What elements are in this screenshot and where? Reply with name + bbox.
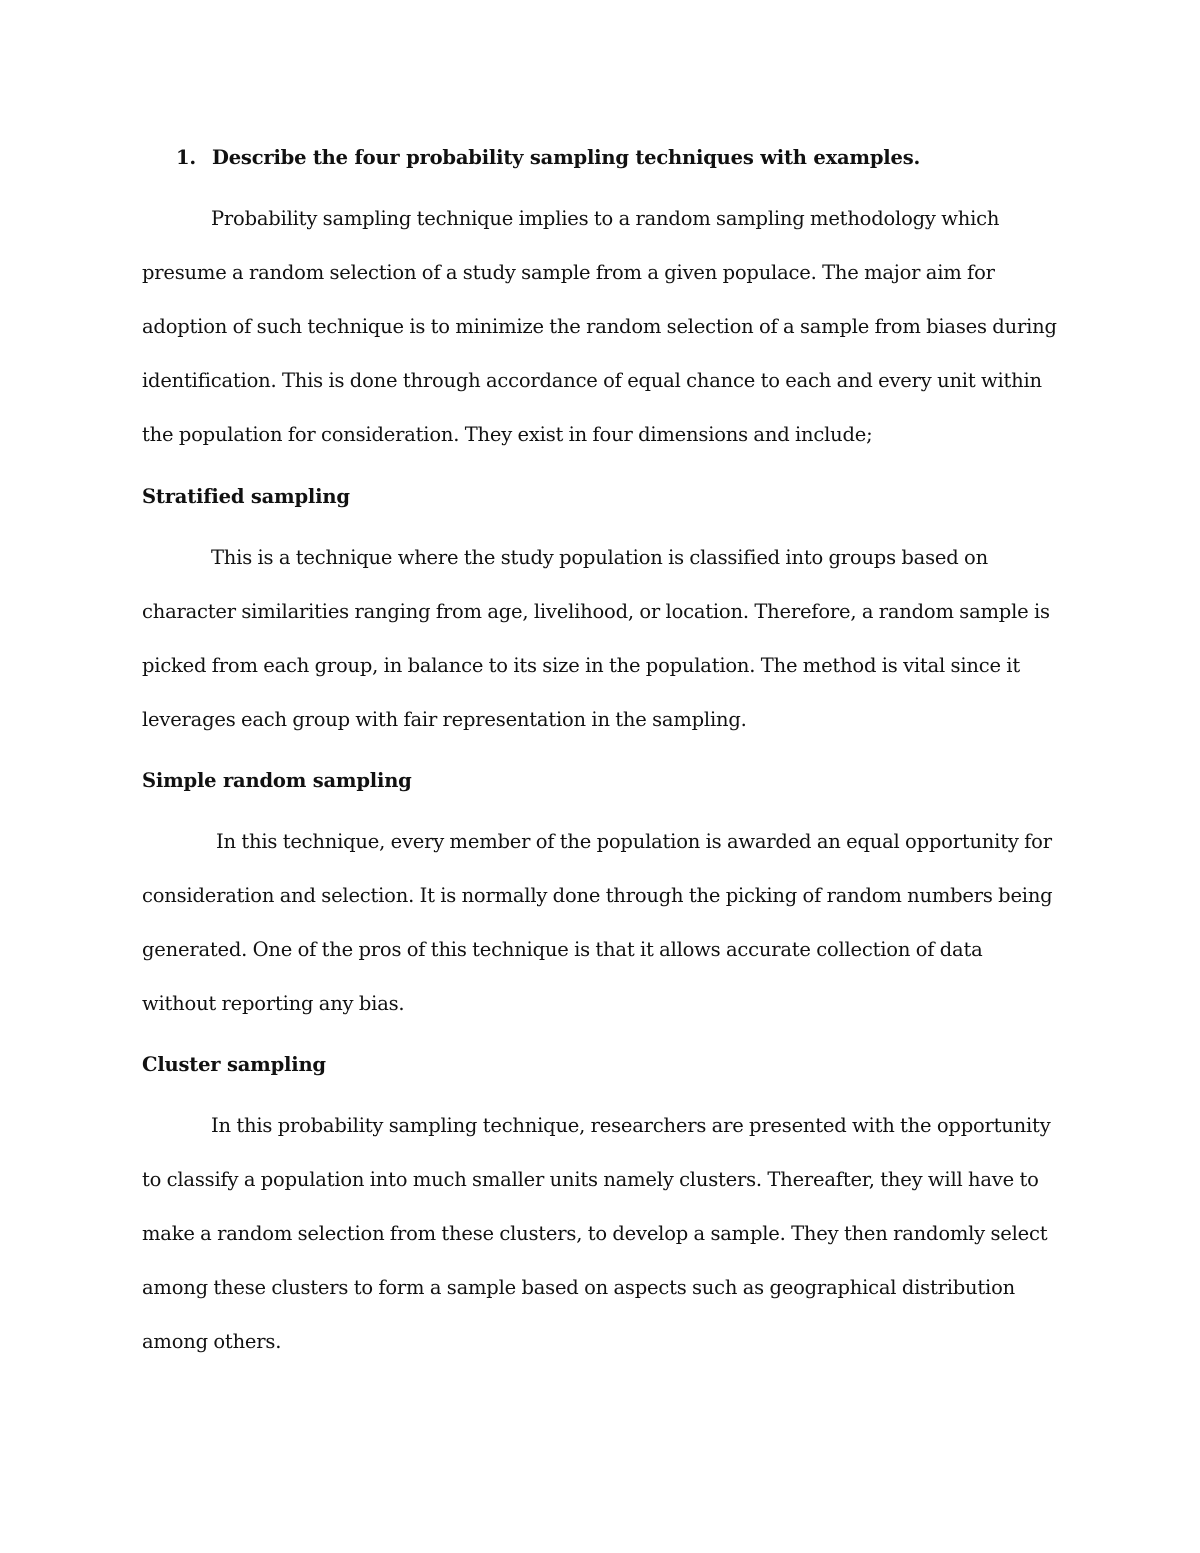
section-body-stratified: This is a technique where the study population is classified into groups based on character similarities ranging from age, livelihood, or location. Therefore, a random sample is picked from each group, in balance to its size in the population. The method is vital since it leverages each group with fair representation in the sampling.	[142, 546, 1050, 731]
section-heading-cluster: Cluster sampling	[142, 1053, 326, 1076]
section-body-simple-random: In this technique, every member of the population is awarded an equal opportunity for consideration and selection. It is normally done through the picking of random numbers being generated. One of the pros of this technique is that it allows accurate collection of data without reporting any bias.	[142, 830, 1053, 1015]
section-heading-stratified: Stratified sampling	[142, 485, 350, 508]
intro-paragraph: Probability sampling technique implies to a random sampling methodology which presume a random selection of a study sample from a given populace. The major aim for adoption of such technique is to minimize the random selection of a sample from biases during identification. This is done through accordance of equal chance to each and every unit within the population for consideration. They exist in four dimensions and include;	[142, 207, 1057, 446]
question-text: Describe the four probability sampling techniques with examples.	[212, 146, 921, 169]
document-body	[142, 140, 1058, 1369]
section-heading-simple-random: Simple random sampling	[142, 769, 412, 792]
section-body-cluster: In this probability sampling technique, researchers are presented with the opportunity to classify a population into much smaller units namely clusters. Thereafter, they will have to make a random selection from these clusters, to develop a sample. They then randomly select among these clusters to form a sample based on aspects such as geographical distribution among others.	[142, 1114, 1051, 1353]
question-number: 1.	[176, 146, 196, 169]
question-heading	[142, 140, 1058, 175]
